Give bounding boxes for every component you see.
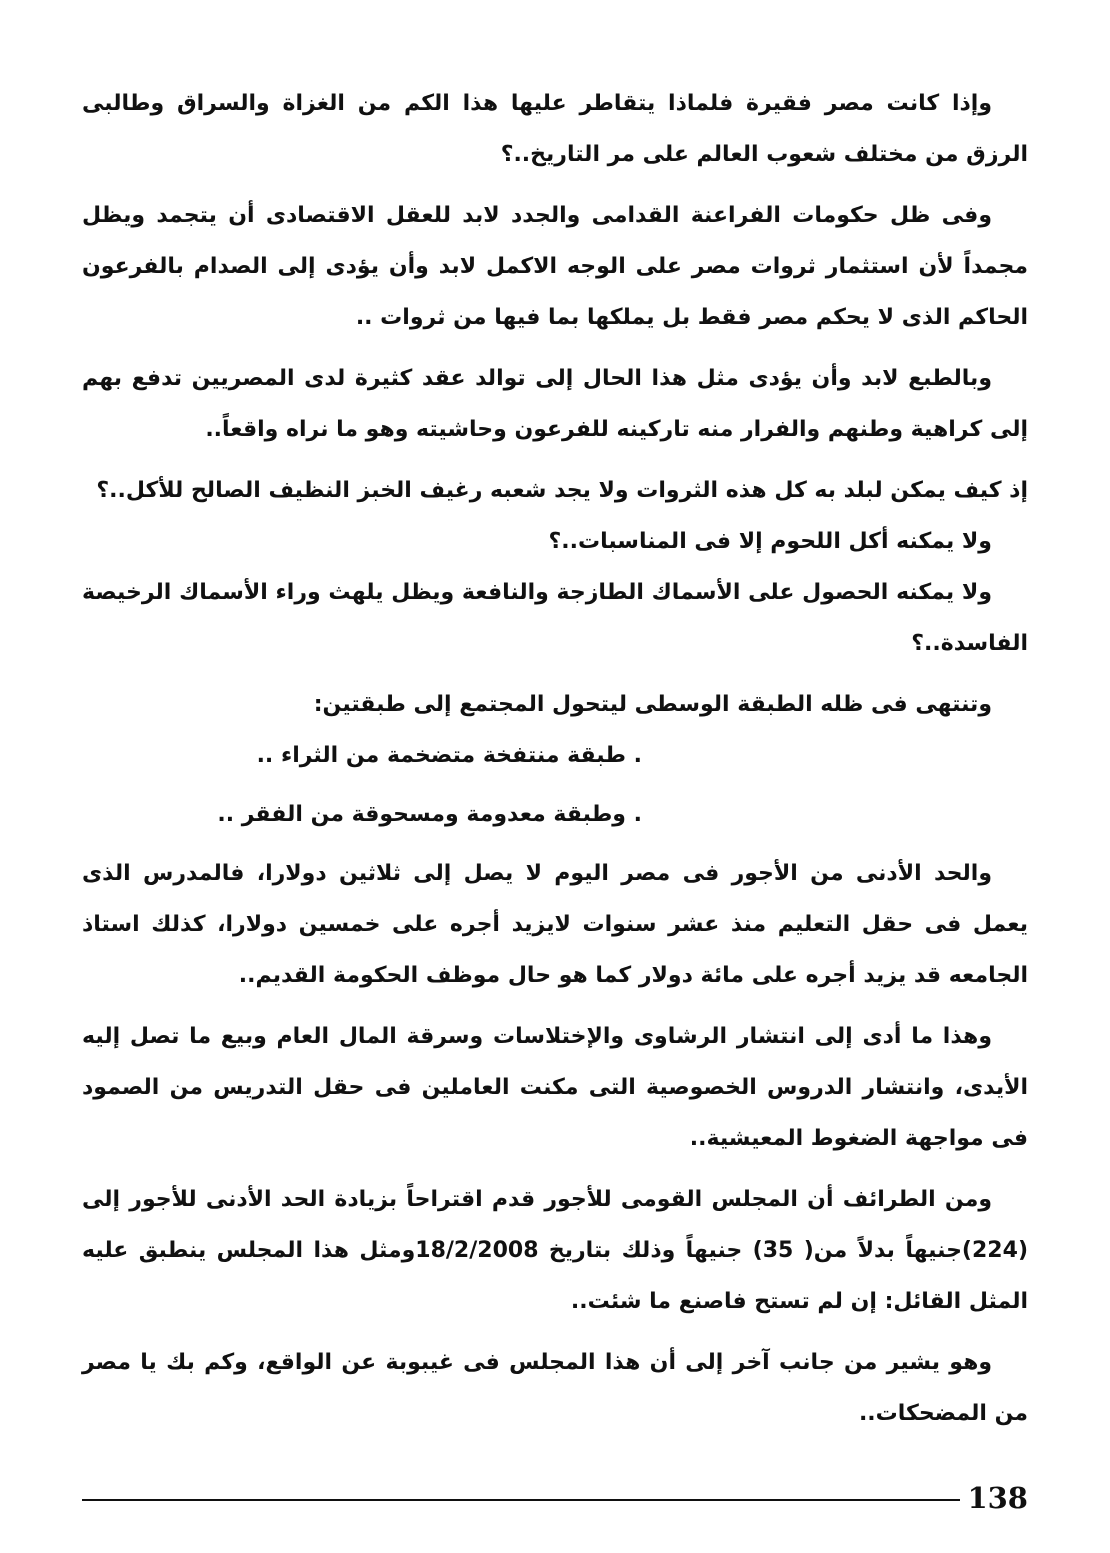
page-footer bbox=[82, 1478, 1028, 1518]
paragraph-meat-question: ولا يمكنه أكل اللحوم إلا فى المناسبات..؟ bbox=[548, 529, 992, 554]
paragraph-bread-question: إذ كيف يمكن لبلد به كل هذه الثروات ولا يجد شعبه رغيف الخبز النظيف الصالح للأكل..؟ bbox=[96, 478, 1028, 503]
paragraph-corruption: وهذا ما أدى إلى انتشار الرشاوى والإختلاسات وسرقة المال العام وبيع ما تصل إليه الأيدى، وانتشار الدروس الخصوصية التى مكنت العاملين فى حقل التدريس من الصمود فى مواجهة الضغوط المعيشية.. bbox=[82, 1024, 1028, 1151]
list-item-poor-class: . وطبقة معدومة ومسحوقة من الفقر .. bbox=[217, 802, 642, 827]
paragraph-wage-council: ومن الطرائف أن المجلس القومى للأجور قدم اقتراحاً بزيادة الحد الأدنى للأجور إلى (224)جنيهاً بدلاً من( 35) جنيهاً وذلك بتاريخ 18/2/2008ومثل هذا المجلس ينطبق عليه المثل القائل: إن لم تستح فاصنع ما شئت.. bbox=[82, 1187, 1028, 1314]
paragraph-fish-question: ولا يمكنه الحصول على الأسماك الطازجة والنافعة ويظل يلهث وراء الأسماك الرخيصة الفاسدة..؟ bbox=[82, 580, 1028, 656]
paragraph-council-coma: وهو يشير من جانب آخر إلى أن هذا المجلس فى غيبوبة عن الواقع، وكم بك يا مصر من المضحكات.. bbox=[82, 1350, 1028, 1426]
paragraph-wealth-question: وإذا كانت مصر فقيرة فلماذا يتقاطر عليها هذا الكم من الغزاة والسراق وطالبى الرزق من مختلف شعوب العالم على مر التاريخ..؟ bbox=[82, 91, 1028, 167]
footer-divider bbox=[82, 1499, 960, 1501]
list-item-wealthy-class: . طبقة منتفخة متضخمة من الثراء .. bbox=[256, 743, 642, 768]
page-body-text bbox=[82, 78, 1028, 1439]
paragraph-pharaoh-economy: وفى ظل حكومات الفراعنة القدامى والجدد لابد للعقل الاقتصادى أن يتجمد ويظل مجمداً لأن استثمار ثروات مصر على الوجه الاكمل لابد وأن يؤدى إلى الصدام بالفرعون الحاكم الذى لا يحكم مصر فقط بل يملكها بما فيها من ثروات .. bbox=[82, 203, 1028, 330]
page-number: 138 bbox=[967, 1481, 1028, 1515]
paragraph-middle-class: وتنتهى فى ظله الطبقة الوسطى ليتحول المجتمع إلى طبقتين: bbox=[313, 692, 992, 717]
paragraph-minimum-wage: والحد الأدنى من الأجور فى مصر اليوم لا يصل إلى ثلاثين دولارا، فالمدرس الذى يعمل فى حقل التعليم منذ عشر سنوات لايزيد أجره على خمسين دولارا، كذلك استاذ الجامعه قد يزيد أجره على مائة دولار كما هو حال موظف الحكومة القديم.. bbox=[82, 861, 1028, 988]
paragraph-consequences: وبالطبع لابد وأن يؤدى مثل هذا الحال إلى توالد عقد كثيرة لدى المصريين تدفع بهم إلى كراهية وطنهم والفرار منه تاركينه للفرعون وحاشيته وهو ما نراه واقعاً.. bbox=[82, 366, 1028, 442]
